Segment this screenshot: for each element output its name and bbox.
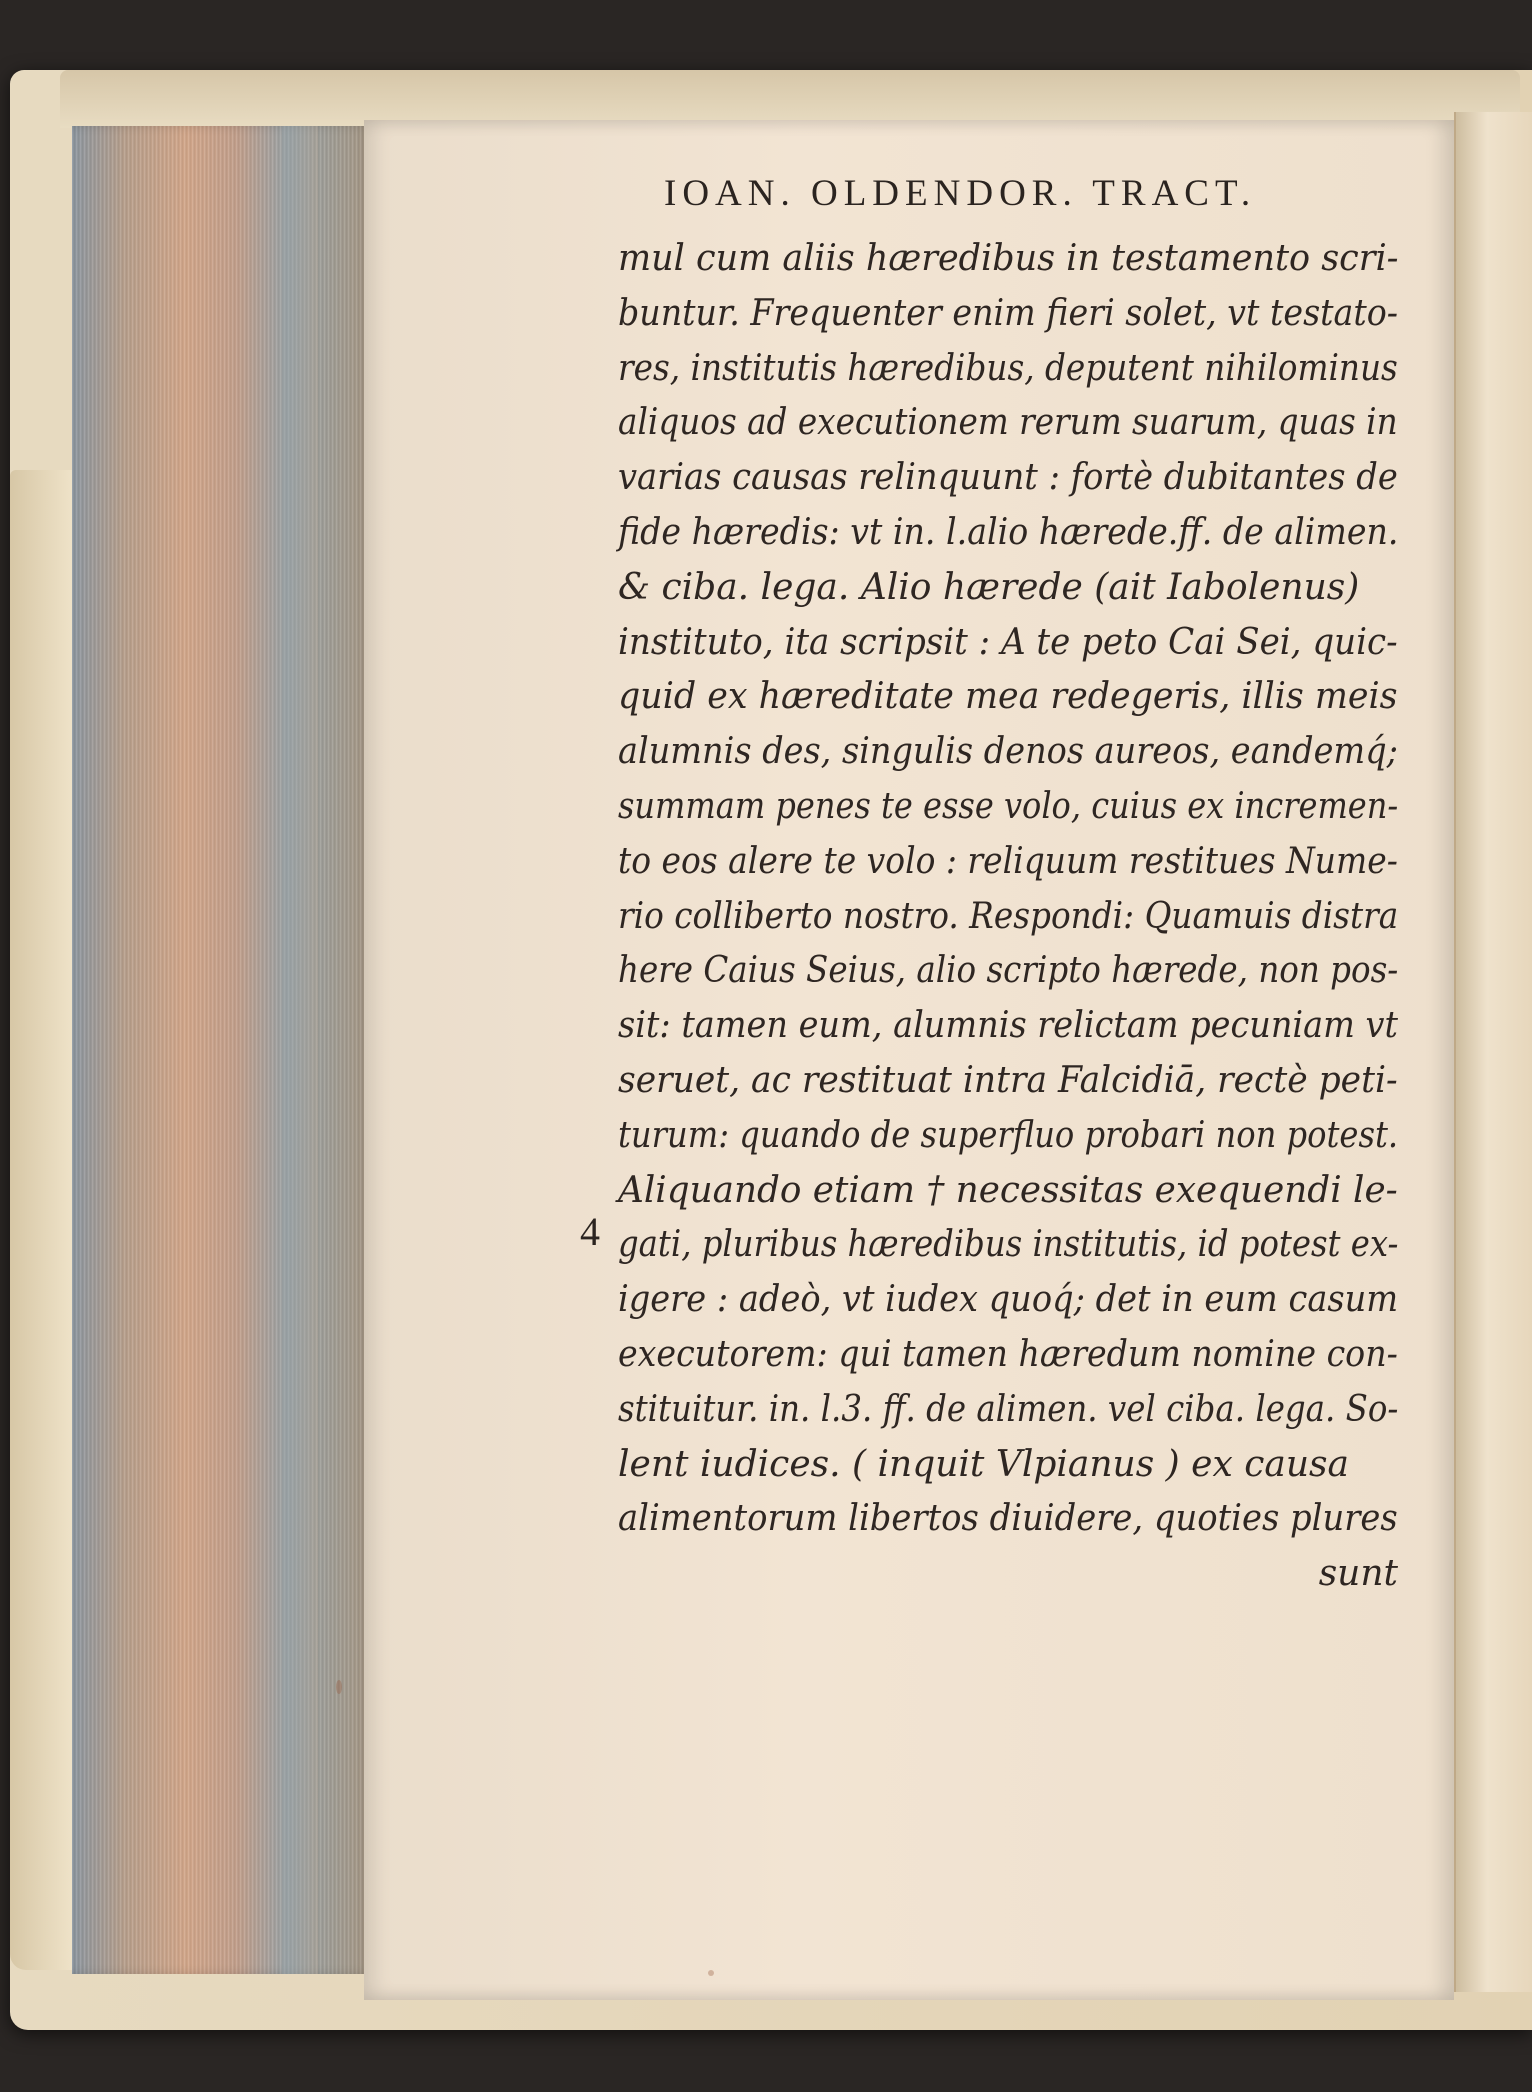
text-line: sit: tamen eum, alumnis relictam pecuniam vt <box>618 1005 1398 1047</box>
marginal-section-number: 4 <box>580 1209 600 1254</box>
text-line: turum: quando de superfluo probari non potest. <box>618 1114 1399 1156</box>
text-line: fide hæredis: vt in. l.alio hærede.ff. de alimen. <box>618 511 1399 553</box>
text-line: & ciba. lega. Alio hærede (ait Iabolenus) <box>618 566 1360 608</box>
catchword: sunt <box>1318 1553 1398 1595</box>
text-line: summam penes te esse volo, cuius ex incremen- <box>618 785 1399 827</box>
text-line: rio colliberto nostro. Respondi: Quamuis distra <box>618 895 1399 937</box>
text-line: here Caius Seius, alio scripto hærede, non pos- <box>618 950 1399 992</box>
text-line: executorem: qui tamen hæredum nomine con- <box>618 1333 1398 1375</box>
page-fore-edge-band <box>282 126 318 1974</box>
text-line: gati, pluribus hæredibus institutis, id potest ex- <box>618 1224 1399 1266</box>
text-line: seruet, ac restituat intra Falcidiā, rectè peti- <box>618 1059 1398 1101</box>
page-fore-edge <box>72 126 372 1974</box>
text-line: buntur. Frequenter enim fieri solet, vt testato- <box>618 292 1398 334</box>
text-line: lent iudices. ( inquit Vlpianus ) ex causa <box>618 1443 1349 1485</box>
text-line: igere : adeò, vt iudex quoq́; det in eum casum <box>618 1279 1399 1321</box>
ink-stain <box>708 1970 714 1976</box>
text-line: instituto, ita scripsit : A te peto Cai Sei, quic- <box>618 621 1398 663</box>
text-line: stituitur. in. l.3. ff. de alimen. vel ciba. lega. So- <box>618 1388 1399 1430</box>
ink-stain <box>336 1680 342 1694</box>
text-line: varias causas relinquunt : fortè dubitantes de <box>618 457 1398 499</box>
body-text <box>618 232 1398 1602</box>
text-line: alimentorum libertos diuidere, quoties plures <box>618 1498 1398 1540</box>
text-line: mul cum aliis hæredibus in testamento scri- <box>618 238 1399 279</box>
facing-page-edge <box>1454 112 1532 1992</box>
book-cover-edge <box>10 470 74 1970</box>
text-line: to eos alere te volo : reliquum restitues Nume- <box>618 840 1398 882</box>
text-line: aliquos ad executionem rerum suarum, quas in <box>618 402 1398 444</box>
text-line: Aliquando etiam † necessitas exequendi le- <box>618 1169 1398 1211</box>
text-line: alumnis des, singulis denos aureos, eandemq́; <box>618 731 1398 773</box>
running-head: IOAN. OLDENDOR. TRACT. <box>664 173 1257 214</box>
text-line: res, institutis hæredibus, deputent nihilominus <box>618 347 1398 389</box>
text-line: quid ex hæreditate mea redegeris, illis meis <box>618 676 1398 718</box>
